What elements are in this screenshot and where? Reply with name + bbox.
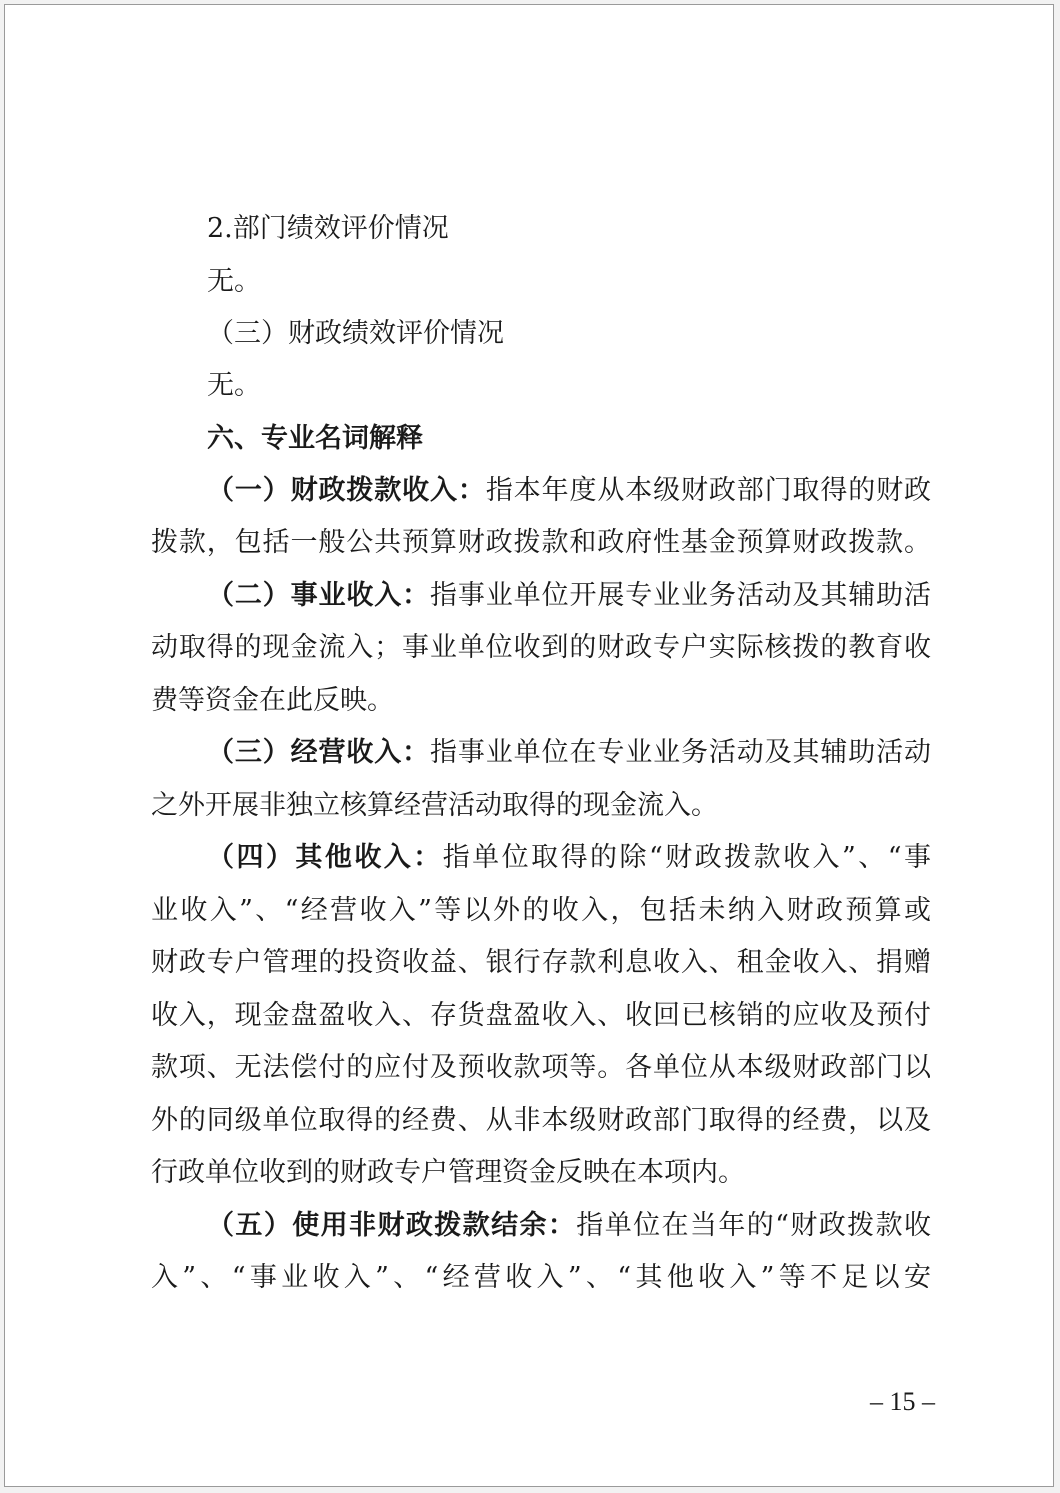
term-4-line-2: 业收入”、“经营收入”等以外的收入，包括未纳入财政预算或 [151, 895, 931, 926]
term-4-line-1: （四）其他收入：指单位取得的除“财政拨款收入”、“事 [207, 842, 932, 873]
term-5-label: （五）使用非财政拨款结余： [207, 1210, 577, 1241]
term-1-line-2: 拨款，包括一般公共预算财政拨款和政府性基金预算财政拨款。 [151, 527, 931, 558]
term-2-line-2: 动取得的现金流入；事业单位收到的财政专户实际核拨的教育收 [151, 632, 931, 663]
term-4-label: （四）其他收入： [207, 842, 443, 873]
term-4-line-5: 款项、无法偿付的应付及预收款项等。各单位从本级财政部门以 [151, 1052, 931, 1083]
term-1-line-1: （一）财政拨款收入：指本年度从本级财政部门取得的财政 [207, 475, 932, 506]
term-4-line-3: 财政专户管理的投资收益、银行存款利息收入、租金收入、捐赠 [151, 947, 931, 978]
section-2-body: 无。 [207, 266, 261, 297]
term-1-label: （一）财政拨款收入： [207, 475, 486, 506]
section-2-title: 2.部门绩效评价情况 [207, 213, 449, 244]
page-number: – 15 – [870, 1387, 935, 1416]
term-2-line-3: 费等资金在此反映。 [151, 685, 394, 716]
term-2-line-1: （二）事业收入：指事业单位开展专业业务活动及其辅助活 [207, 580, 932, 611]
term-3-line-2: 之外开展非独立核算经营活动取得的现金流入。 [151, 790, 718, 821]
section-3-body: 无。 [207, 370, 261, 401]
term-4-line-4: 收入，现金盘盈收入、存货盘盈收入、收回已核销的应收及预付 [151, 1000, 931, 1031]
term-4-line-7: 行政单位收到的财政专户管理资金反映在本项内。 [151, 1157, 745, 1188]
term-2-label: （二）事业收入： [207, 580, 431, 611]
section-3-title: （三）财政绩效评价情况 [207, 318, 504, 349]
term-3-label: （三）经营收入： [207, 737, 431, 768]
term-5-line-1: （五）使用非财政拨款结余：指单位在当年的“财政拨款收 [207, 1210, 931, 1241]
term-5-line-2: 入”、“事业收入”、“经营收入”、“其他收入”等不足以安 [151, 1262, 931, 1293]
document-page [4, 4, 1054, 1487]
term-4-line-6: 外的同级单位取得的经费、从非本级财政部门取得的经费，以及 [151, 1105, 931, 1136]
term-3-line-1: （三）经营收入：指事业单位在专业业务活动及其辅助活动 [207, 737, 932, 768]
section-6-title: 六、专业名词解释 [207, 423, 423, 454]
